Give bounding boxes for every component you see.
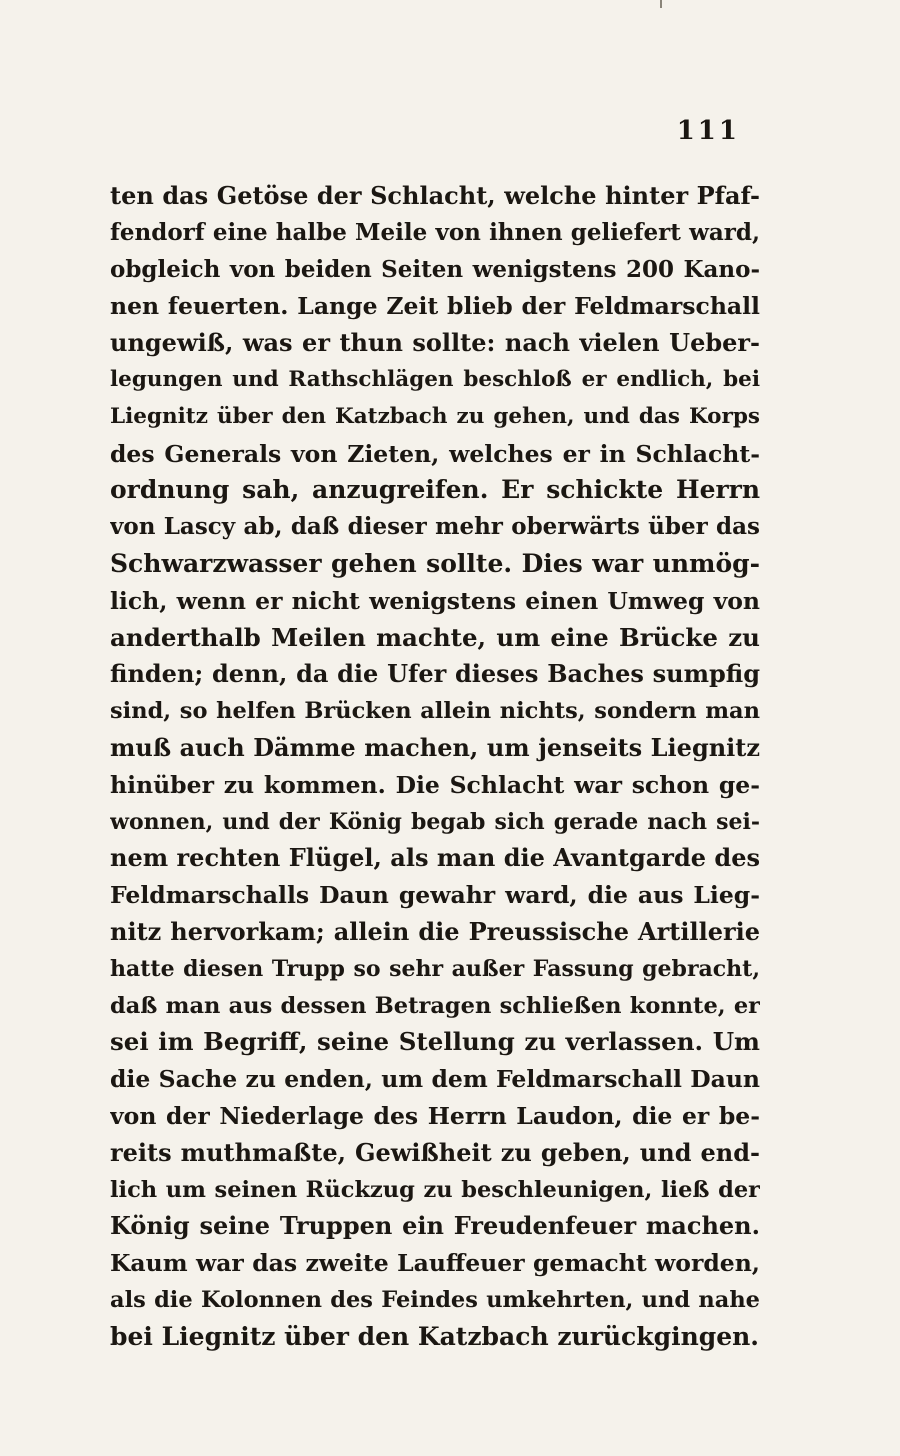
text-line: nitz hervorkam; allein die Preussische Artillerie <box>110 916 760 946</box>
text-line: des Generals von Zieten, welches er in Schlacht- <box>110 439 760 468</box>
text-line: muß auch Dämme machen, um jenseits Liegnitz <box>110 732 760 762</box>
text-line: daß man aus dessen Betragen schließen konnte, er <box>110 992 760 1019</box>
text-line: König seine Truppen ein Freudenfeuer machen. <box>110 1211 760 1241</box>
text-line: als die Kolonnen des Feindes umkehrten, und nahe <box>110 1286 760 1313</box>
text-line: fendorf eine halbe Meile von ihnen geliefert ward, <box>110 218 760 246</box>
text-line: wonnen, und der König begab sich gerade nach sei- <box>110 808 760 835</box>
text-line: obgleich von beiden Seiten wenigstens 200 Kano- <box>110 255 760 283</box>
text-line: die Sache zu enden, um dem Feldmarschall Daun <box>110 1065 760 1094</box>
text-line: nem rechten Flügel, als man die Avantgarde des <box>110 843 760 873</box>
text-line: ten das Getöse der Schlacht, welche hinter Pfaf- <box>110 181 760 210</box>
text-line: ordnung sah, anzugreifen. Er schickte Herrn <box>110 475 760 505</box>
page-number: 111 <box>676 116 740 146</box>
text-line: sei im Begriff, seine Stellung zu verlassen. Um <box>110 1027 760 1057</box>
text-line: legungen und Rathschlägen beschloß er endlich, bei <box>110 366 760 392</box>
text-line: Kaum war das zweite Lauffeuer gemacht worden, <box>110 1249 760 1278</box>
text-line: ungewiß, was er thun sollte: nach vielen Ueber- <box>110 328 760 358</box>
text-line: Schwarzwasser gehen sollte. Dies war unmög- <box>110 548 760 578</box>
text-line: hatte diesen Trupp so sehr außer Fassung gebracht, <box>110 955 760 982</box>
text-line: von Lascy ab, daß dieser mehr oberwärts über das <box>110 513 760 541</box>
text-line: sind, so helfen Brücken allein nichts, sondern man <box>110 698 760 725</box>
text-line: hinüber zu kommen. Die Schlacht war schon ge- <box>110 770 760 799</box>
text-line: anderthalb Meilen machte, um eine Brücke zu <box>110 622 760 652</box>
text-line: Liegnitz über den Katzbach zu gehen, und das Korps <box>110 403 760 429</box>
text-line: lich um seinen Rückzug zu beschleunigen, ließ der <box>110 1176 760 1203</box>
text-line: reits muthmaßte, Gewißheit zu geben, und end- <box>110 1137 760 1167</box>
text-line: bei Liegnitz über den Katzbach zurückgingen. <box>110 1321 760 1351</box>
text-line: lich, wenn er nicht wenigstens einen Umweg von <box>110 586 760 615</box>
body-text <box>110 178 760 1356</box>
scan-mark <box>660 0 662 8</box>
text-line: finden; denn, da die Ufer dieses Baches sumpfig <box>110 659 760 689</box>
text-line: Feldmarschalls Daun gewahr ward, die aus Lieg- <box>110 881 760 910</box>
text-line: nen feuerten. Lange Zeit blieb der Feldmarschall <box>110 292 760 321</box>
text-line: von der Niederlage des Herrn Laudon, die er be- <box>110 1101 760 1130</box>
